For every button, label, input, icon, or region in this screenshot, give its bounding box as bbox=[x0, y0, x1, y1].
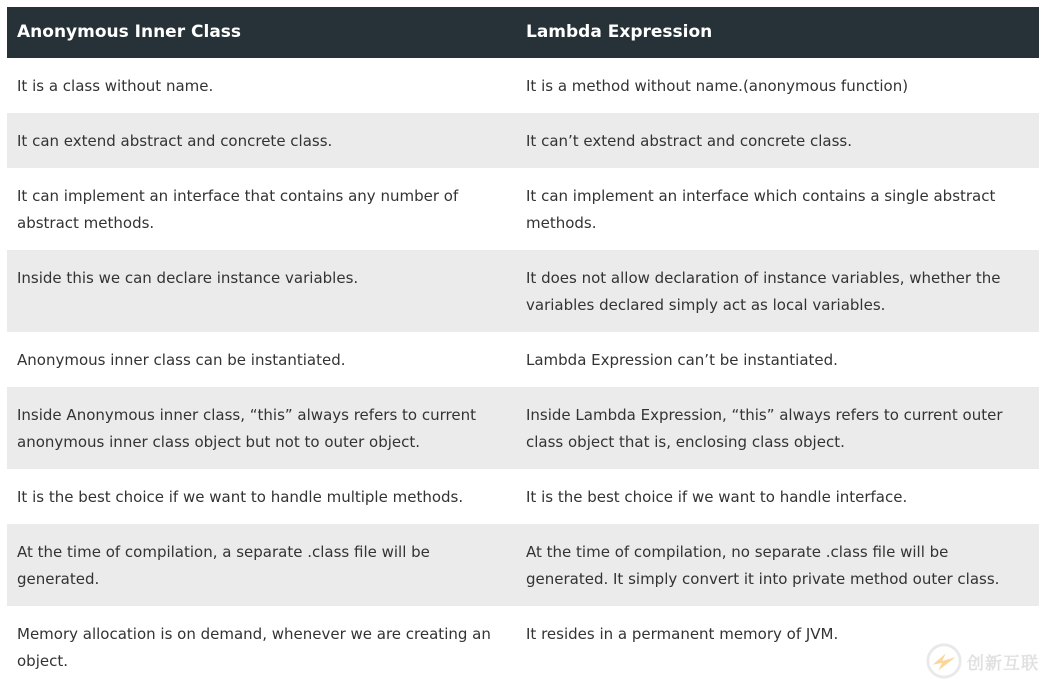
header-anonymous-inner-class: Anonymous Inner Class bbox=[17, 22, 242, 42]
table-cell: It does not allow declaration of instance variables, whether the variables declared simply act as local variables. bbox=[526, 269, 1001, 314]
table-cell: Memory allocation is on demand, whenever we are creating an object. bbox=[17, 625, 491, 670]
header-lambda-expression: Lambda Expression bbox=[526, 22, 713, 42]
table-row bbox=[7, 58, 1039, 113]
table-cell: It resides in a permanent memory of JVM. bbox=[526, 625, 839, 643]
table-cell: It is the best choice if we want to handle multiple methods. bbox=[17, 488, 464, 506]
comparison-table bbox=[7, 7, 1039, 689]
table-cell: It can’t extend abstract and concrete class. bbox=[526, 132, 852, 150]
table-cell: Inside Anonymous inner class, “this” always refers to current anonymous inner class object but not to outer object. bbox=[17, 406, 476, 451]
table-row bbox=[7, 168, 1039, 250]
table-cell: At the time of compilation, a separate .class file will be generated. bbox=[17, 543, 430, 588]
table-cell: It is a class without name. bbox=[17, 77, 214, 95]
table-row bbox=[7, 332, 1039, 387]
watermark-logo-icon bbox=[925, 642, 963, 680]
table-row bbox=[7, 387, 1039, 469]
table-cell: Inside this we can declare instance variables. bbox=[17, 269, 359, 287]
table-cell: It can extend abstract and concrete class. bbox=[17, 132, 333, 150]
table-cell: It can implement an interface which contains a single abstract methods. bbox=[526, 187, 996, 232]
table-row bbox=[7, 469, 1039, 524]
table-cell: It is the best choice if we want to handle interface. bbox=[526, 488, 908, 506]
table-cell: Anonymous inner class can be instantiated. bbox=[17, 351, 346, 369]
watermark-text: 创新互联 bbox=[967, 653, 1039, 674]
table-row bbox=[7, 606, 1039, 689]
table-cell: It is a method without name.(anonymous function) bbox=[526, 77, 909, 95]
table-row bbox=[7, 250, 1039, 332]
table-cell: Inside Lambda Expression, “this” always refers to current outer class object that is, enclosing class object. bbox=[526, 406, 1003, 451]
table-cell: Lambda Expression can’t be instantiated. bbox=[526, 351, 838, 369]
table-cell: At the time of compilation, no separate .class file will be generated. It simply convert it into private method outer class. bbox=[526, 543, 1000, 588]
table-row bbox=[7, 113, 1039, 168]
table-cell: It can implement an interface that contains any number of abstract methods. bbox=[17, 187, 459, 232]
table-header-row bbox=[7, 7, 1039, 58]
watermark bbox=[925, 642, 1039, 680]
table-row bbox=[7, 524, 1039, 606]
